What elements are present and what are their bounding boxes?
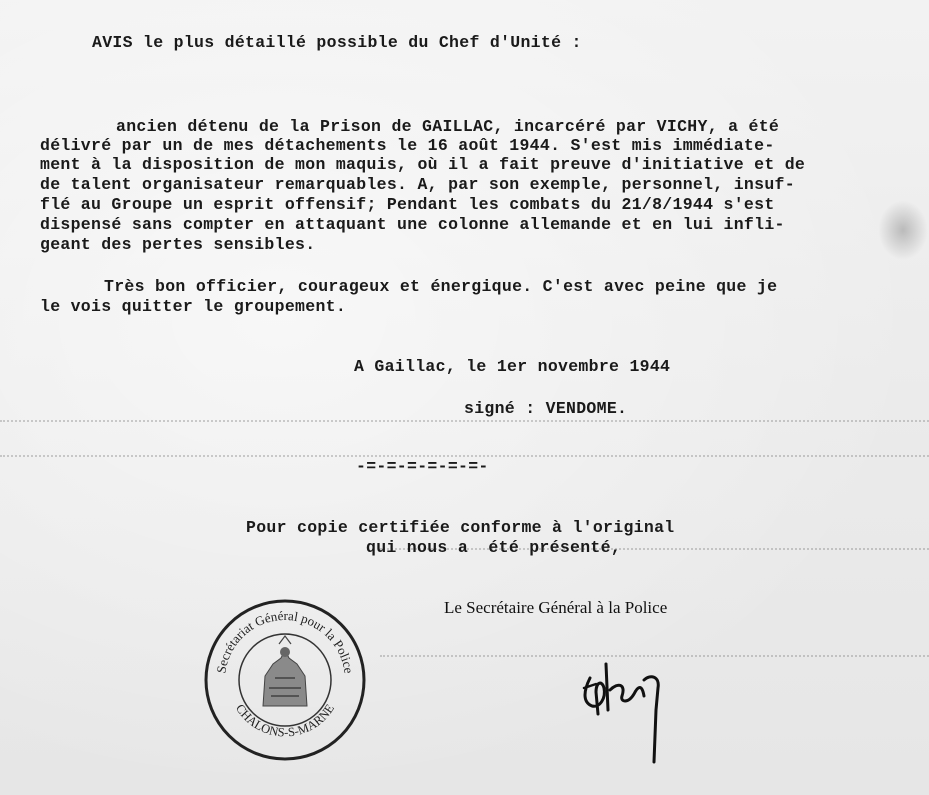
paragraph1-line: ment à la disposition de mon maquis, où il a fait preuve d'initiative et de xyxy=(40,155,806,174)
stamp-emblem-icon xyxy=(263,636,307,706)
paragraph1-line: dispensé sans compter en attaquant une colonne allemande et en lui infli- xyxy=(40,215,785,234)
official-stamp xyxy=(203,598,367,762)
paragraph1-line: ancien détenu de la Prison de GAILLAC, incarcéré par VICHY, a été xyxy=(116,117,780,136)
handwritten-signature xyxy=(570,640,680,770)
paragraph2-line: le vois quitter le groupement. xyxy=(40,297,347,316)
paragraph1-line: flé au Groupe un esprit offensif; Pendant les combats du 21/8/1944 s'est xyxy=(40,195,775,214)
paragraph1-line: délivré par un de mes détachements le 16 août 1944. S'est mis immédiate- xyxy=(40,136,775,155)
stamp-top-text: Secrétariat Général pour la Police xyxy=(213,607,357,675)
certification-line: Pour copie certifiée conforme à l'original xyxy=(246,518,675,537)
paper-smudge xyxy=(878,200,928,260)
certification-line: qui nous a été présenté, xyxy=(366,538,622,557)
place-date: A Gaillac, le 1er novembre 1944 xyxy=(354,357,671,376)
stamp-bottom-text: CHALONS-S-MARNE xyxy=(232,701,338,740)
signed-line: signé : VENDOME. xyxy=(464,399,628,418)
paragraph1-line: de talent organisateur remarquables. A, par son exemple, personnel, insuf- xyxy=(40,175,795,194)
paragraph1-line: geant des pertes sensibles. xyxy=(40,235,316,254)
ghost-line xyxy=(0,420,929,424)
paragraph2-line: Très bon officier, courageux et énergique. C'est avec peine que je xyxy=(104,277,778,296)
signatory-title: Le Secrétaire Général à la Police xyxy=(444,598,668,617)
heading: AVIS le plus détaillé possible du Chef d'Unité : xyxy=(92,33,582,52)
separator: -=-=-=-=-=-=- xyxy=(356,457,489,476)
